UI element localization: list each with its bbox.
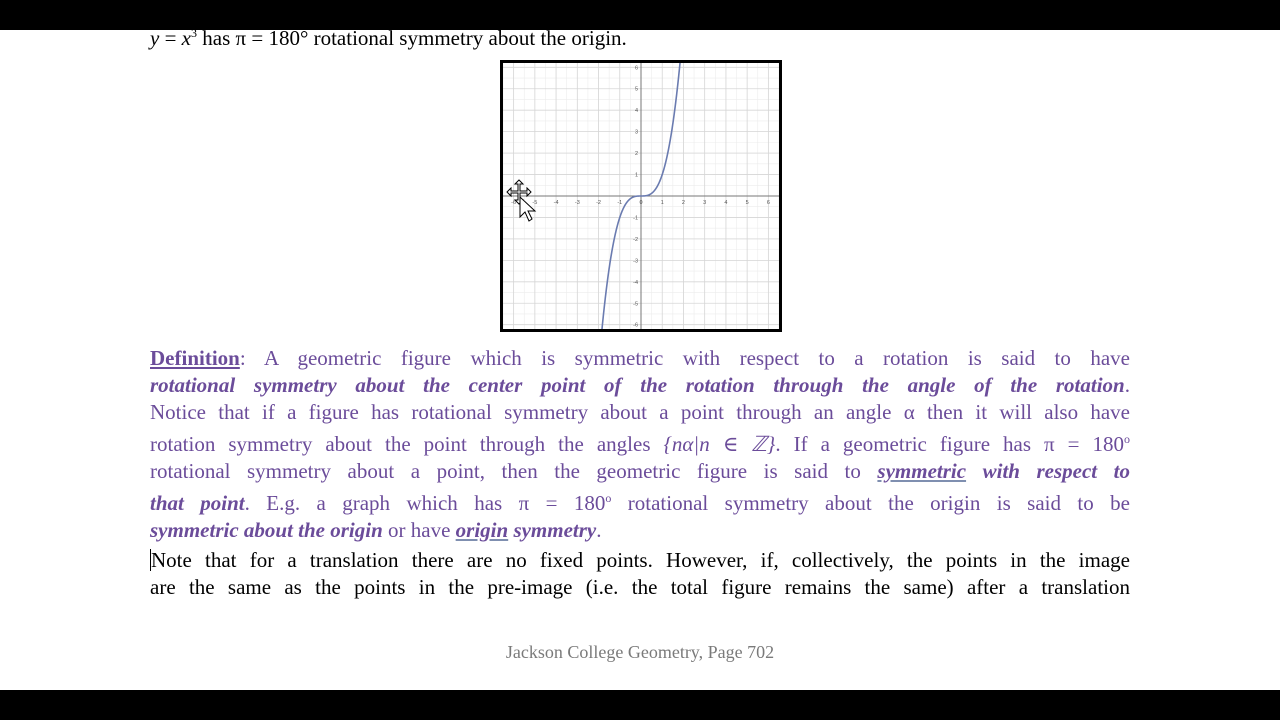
chart-svg bbox=[503, 63, 779, 329]
y-tick-label: 4 bbox=[634, 108, 638, 115]
y-tick-label: 2 bbox=[634, 151, 638, 158]
or-have: or have bbox=[382, 518, 456, 542]
y-tick-label: -2 bbox=[633, 236, 638, 243]
var-x: x bbox=[181, 30, 191, 50]
def-line-4: rotation symmetry about the point through the angles bbox=[150, 432, 651, 456]
note-paragraph[interactable] bbox=[150, 547, 1130, 601]
x-tick-label: -6 bbox=[511, 200, 517, 206]
def-line-6: . E.g. a graph which has π = 180 bbox=[244, 491, 606, 515]
document-page bbox=[0, 30, 1280, 690]
x-tick-label: -1 bbox=[617, 200, 623, 206]
intro-line bbox=[150, 30, 1130, 52]
x-tick-label: 5 bbox=[745, 200, 749, 206]
degree-mark-2: o bbox=[605, 491, 612, 505]
symmetric-link[interactable]: symmetric bbox=[877, 459, 967, 483]
y-tick-label: -4 bbox=[633, 279, 638, 286]
y-tick-label: 1 bbox=[634, 172, 638, 179]
y-tick-label: -3 bbox=[633, 258, 638, 265]
x-tick-label: 4 bbox=[724, 200, 728, 206]
var-y: y bbox=[150, 30, 160, 50]
x-tick-label: -2 bbox=[596, 200, 601, 206]
def-line-6b: rotational symmetry about the origin is said to be bbox=[611, 491, 1130, 515]
exponent: 3 bbox=[191, 30, 197, 40]
move-cursor-icon bbox=[506, 179, 542, 223]
y-tick-label: -1 bbox=[633, 215, 638, 222]
note-line-1: Note that for a translation there are no fixed points. However, if, collectively, the points in the image bbox=[151, 548, 1130, 572]
definition-term: Definition bbox=[150, 346, 240, 370]
def-line-3: Notice that if a figure has rotational symmetry about a point through an angle α then it will also have bbox=[150, 400, 1130, 424]
def-line-2: rotational symmetry about the center point of the rotation through the angle of the rotation bbox=[150, 373, 1125, 397]
angle-set: {nα|n ∈ ℤ} bbox=[663, 432, 776, 456]
symmetric-about-origin: symmetric about the origin bbox=[150, 518, 383, 542]
page-footer: Jackson College Geometry, Page 702 bbox=[505, 642, 775, 662]
y-tick-label: 3 bbox=[634, 129, 638, 136]
x-tick-label: 1 bbox=[660, 200, 664, 206]
x-tick-label: 6 bbox=[766, 200, 770, 206]
y-tick-label: -5 bbox=[633, 301, 638, 308]
definition-paragraph: Definition: A geometric figure which is symmetric with respect to a rotation is said to have rotational symmetry about the center point of the rotation through the angle of the rotation. Notice that if a figure has rotational symmetry about a point through an angle α then it will also have rotation symmetry about the point through the angles {nα|n ∈ ℤ}. If a geometric figure has $\pi = 180^o$ rotational symmetry about a point, then the geometric figure is said to symmetric with respect to that point. E.g. a graph which has $\pi = 180^o$ rotational symmetry about the origin is said to be symmetric about the origin or have origin symmetry. bbox=[150, 346, 1131, 542]
x-tick-label: 2 bbox=[681, 200, 685, 206]
that-point: that point bbox=[150, 491, 245, 515]
def-line-4b: . If a geometric figure has π = 180 bbox=[775, 432, 1124, 456]
cubic-graph[interactable] bbox=[500, 60, 782, 332]
def-period: . bbox=[596, 518, 602, 542]
y-tick-label: 5 bbox=[634, 86, 638, 93]
with-respect: with respect to bbox=[982, 459, 1131, 483]
intro-rest: has π = 180° rotational symmetry about the origin. bbox=[197, 30, 627, 50]
origin-link[interactable]: origin bbox=[455, 518, 509, 542]
x-tick-label: -3 bbox=[574, 200, 580, 206]
y-tick-label: 6 bbox=[634, 65, 638, 72]
def-line-1: A geometric figure which is symmetric with respect to a rotation is said to have bbox=[263, 346, 1130, 370]
x-tick-label: 0 bbox=[639, 200, 643, 206]
x-tick-label: 3 bbox=[703, 200, 707, 206]
def-line-5: rotational symmetry about a point, then the geometric figure is said to bbox=[150, 459, 861, 483]
x-tick-label: -4 bbox=[553, 200, 559, 206]
definition-colon: : bbox=[239, 346, 246, 370]
y-tick-label: -6 bbox=[633, 322, 638, 329]
equals: = bbox=[159, 30, 182, 50]
symmetry-word: symmetry bbox=[513, 518, 597, 542]
x-tick-label: -5 bbox=[532, 200, 538, 206]
degree-mark-1: o bbox=[1124, 432, 1130, 446]
note-line-2: are the same as the points in the pre-image (i.e. the total figure remains the same) after a translation bbox=[150, 575, 1130, 599]
